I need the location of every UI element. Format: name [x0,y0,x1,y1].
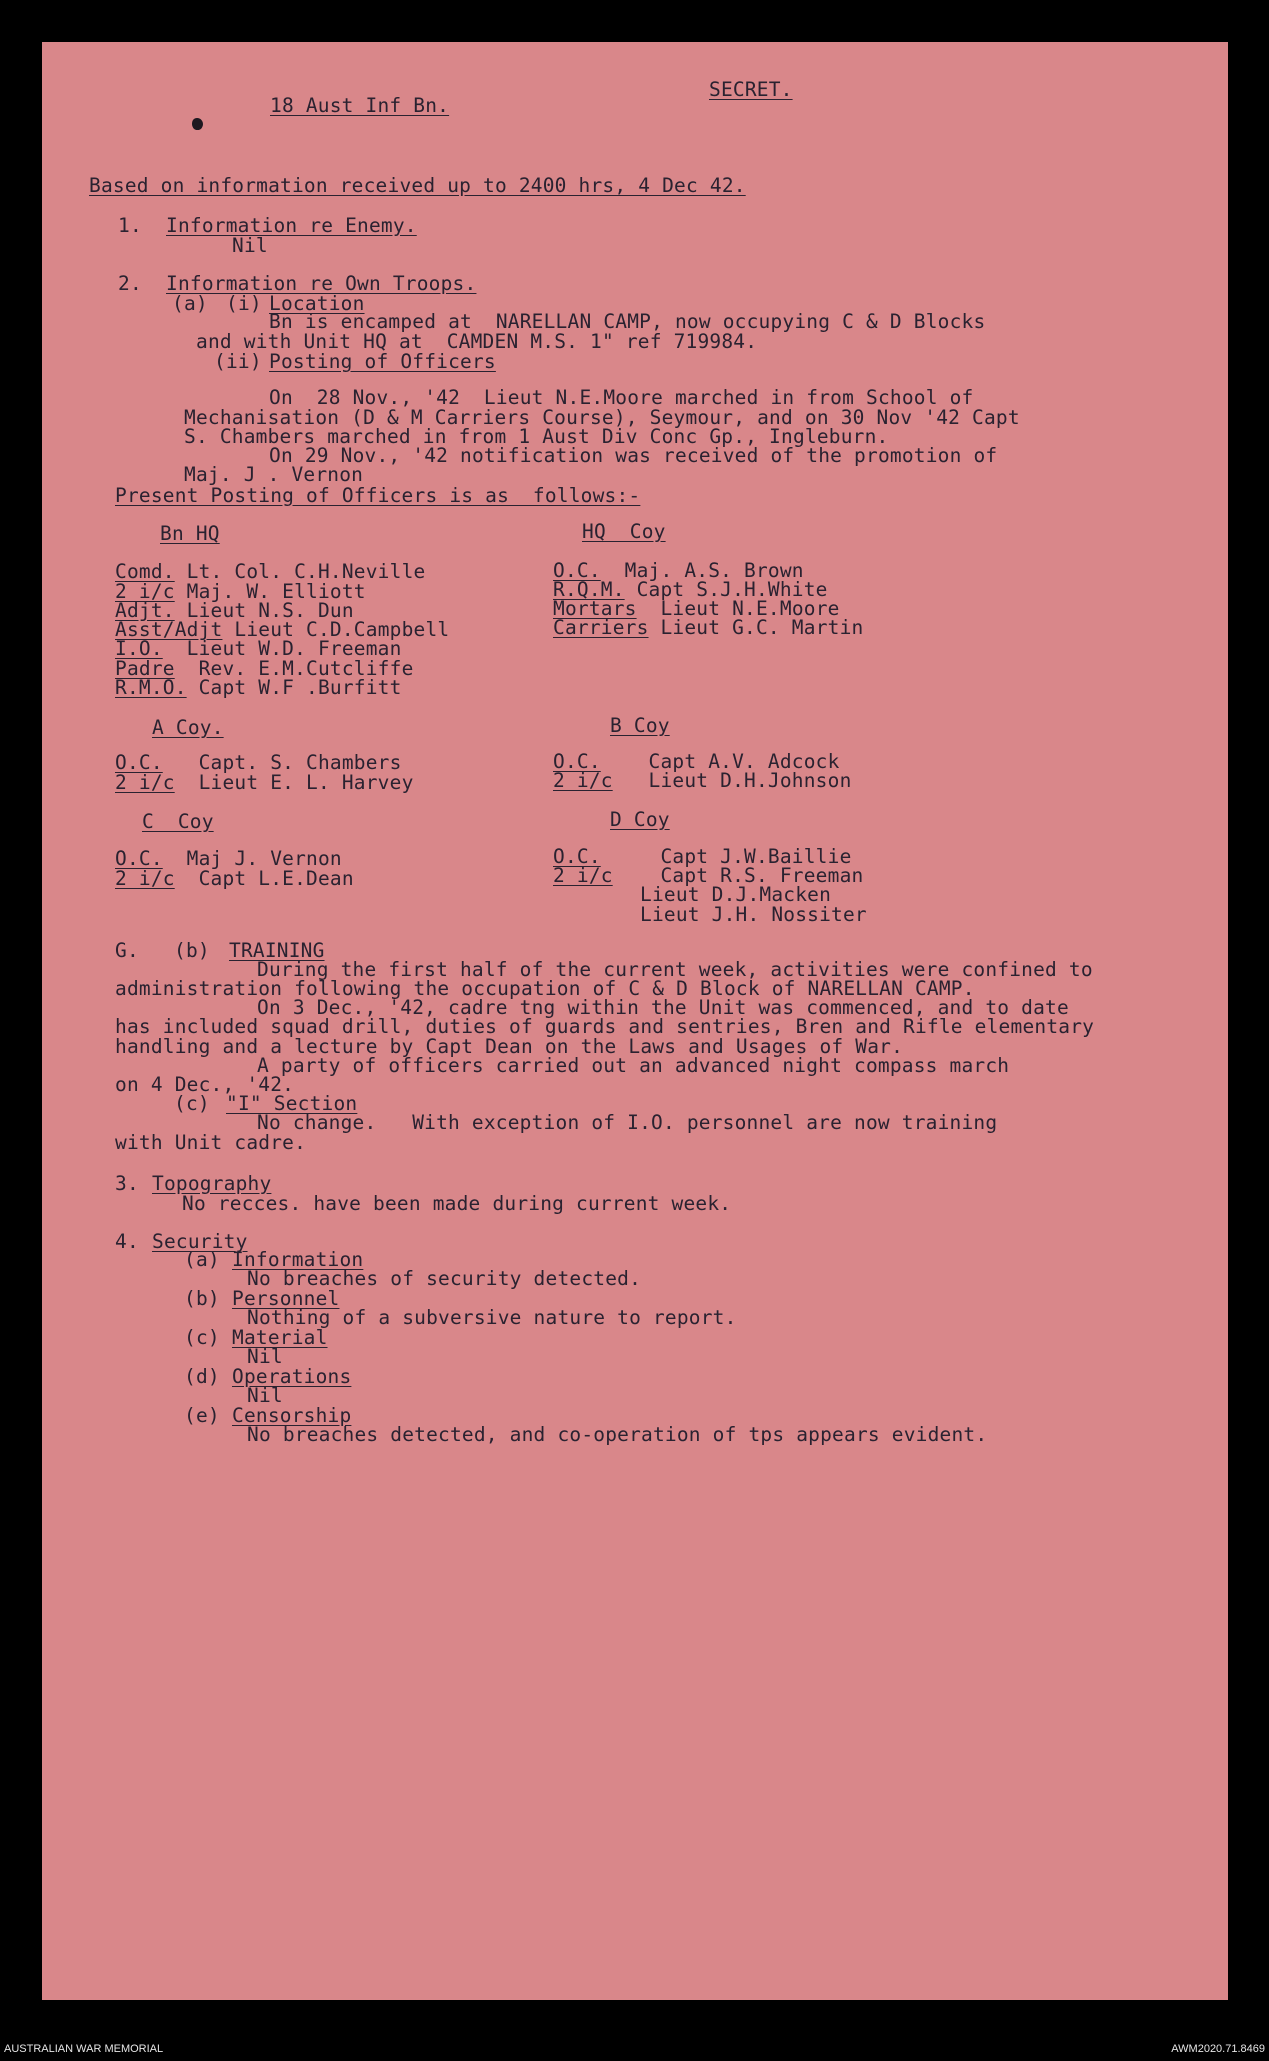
officer-name: Capt R.S. Freeman [612,864,864,887]
security-item-heading: Censorship [232,1404,352,1427]
posting-heading: Posting of Officers [269,350,496,373]
officer-name: Rev. E.M.Cutcliffe [174,657,414,680]
s2-i-label: (i) [226,292,262,315]
s2-ii-label: (ii) [214,350,262,373]
posting-line-1: On 28 Nov., '42 Lieut N.E.Moore marched in from School of [269,386,974,409]
officer-role: Mortars [553,597,637,620]
classification-mark: SECRET. [709,78,793,101]
officer-name: Lieut C.D.Campbell [222,618,450,641]
officer-name: Lieut J.H. Nossiter [640,903,867,926]
location-heading: Location [269,292,365,315]
security-item-label: (a) [184,1248,220,1271]
officer-role: Comd. [115,560,175,583]
security-item-label: (c) [184,1326,220,1349]
officer-name: Maj J. Vernon [162,847,342,870]
security-item-body: Nil [247,1384,283,1407]
officer-name: Lieut N.S. Dun [174,599,354,622]
ink-blot [192,118,203,130]
i-section-heading: "I" Section [226,1092,358,1115]
training-line-7: on 4 Dec., '42. [115,1073,295,1096]
officer-row [115,676,402,700]
security-item-heading: Operations [232,1365,352,1388]
s1-heading: Information re Enemy. [166,214,417,237]
officer-name: Lt. Col. C.H.Neville [174,560,426,583]
posting-line-2: Mechanisation (D & M Carriers Course), Seymour, and on 30 Nov '42 Capt [184,406,1020,429]
posting-line-5: Maj. J . Vernon [184,463,364,486]
training-line-3: On 3 Dec., '42, cadre tng within the Unit was commenced, and to date [257,996,1069,1019]
i-section-line-2: with Unit cadre. [115,1131,307,1154]
s3-heading: Topography [152,1172,272,1195]
archive-credit: AUSTRALIAN WAR MEMORIAL [4,2043,164,2055]
present-posting-line: Present Posting of Officers is as follows:- [115,484,641,507]
security-item-heading: Material [232,1326,328,1349]
officer-name: Capt S.J.H.White [624,578,828,601]
officer-name: Maj. A.S. Brown [600,559,804,582]
c-coy-title: C Coy [142,810,214,833]
s3-number: 3. [115,1172,139,1195]
archive-id: AWM2020.71.8469 [1171,2043,1265,2055]
b-coy-title: B Coy [610,714,670,737]
security-item-label: (d) [184,1365,220,1388]
posting-line-4: On 29 Nov., '42 notification was received of the promotion of [269,444,998,467]
officer-name: Lieut N.E.Moore [636,597,840,620]
officer-role: Carriers [553,616,649,639]
training-number: G. [115,939,139,962]
officer-name: Capt. S. Chambers [162,751,402,774]
s4-heading: Security [152,1230,248,1253]
officer-name: Capt L.E.Dean [174,867,354,890]
bn-hq-title: Bn HQ [160,522,220,545]
officer-name: Capt W.F .Burfitt [186,676,402,699]
officer-role: O.C. [115,847,163,870]
officer-row [553,769,852,793]
security-item-label: (b) [184,1287,220,1310]
s2-a-label: (a) [172,292,208,315]
security-item-heading: Information [232,1248,364,1271]
officer-name: Lieut E. L. Harvey [174,771,414,794]
officer-role: O.C. [553,750,601,773]
s3-body: No recces. have been made during current week. [182,1192,732,1215]
officer-role: R.Q.M. [553,578,625,601]
officer-role: R.M.O. [115,676,187,699]
officer-name: Lieut G.C. Martin [648,616,864,639]
training-line-1: During the first half of the current week, activities were confined to [257,958,1093,981]
officer-role: Asst/Adjt [115,618,223,641]
training-line-5: handling and a lecture by Capt Dean on the Laws and Usages of War. [115,1035,904,1058]
hq-coy-title: HQ Coy [582,520,666,543]
officer-role: 2 i/c [115,771,175,794]
s1-number: 1. [118,214,142,237]
s2-number: 2. [118,272,142,295]
officer-role: Padre [115,657,175,680]
location-line-1: Bn is encamped at NARELLAN CAMP, now occupying C & D Blocks [269,310,986,333]
document-page [42,42,1228,2000]
security-item-body: No breaches detected, and co-operation of tps appears evident. [247,1423,988,1446]
officer-name: Maj. W. Elliott [174,580,366,603]
s1-body: Nil [232,234,268,257]
officer-row [115,771,414,795]
officer-role: O.C. [115,751,163,774]
s4-number: 4. [115,1230,139,1253]
officer-row [115,867,354,891]
officer-name: Lieut D.J.Macken [640,883,832,906]
officer-row [553,616,863,640]
officer-role: 2 i/c [553,864,613,887]
location-line-2: and with Unit HQ at CAMDEN M.S. 1" ref 719984. [196,330,758,353]
officer-role: I.O. [115,637,163,660]
training-b-label: (b) [174,939,210,962]
posting-line-3: S. Chambers marched in from 1 Aust Div Conc Gp., Ingleburn. [184,425,889,448]
security-item-label: (e) [184,1404,220,1427]
a-coy-title: A Coy. [152,716,224,739]
training-line-6: A party of officers carried out an advanced night compass march [257,1054,1010,1077]
security-item-body: Nothing of a subversive nature to report. [247,1306,737,1329]
officer-role: O.C. [553,845,601,868]
training-line-4: has included squad drill, duties of guards and sentries, Bren and Rifle elementary [115,1015,1095,1038]
officer-role: O.C. [553,559,601,582]
security-item-heading: Personnel [232,1287,340,1310]
unit-title: 18 Aust Inf Bn. [270,94,450,117]
officer-name: Lieut D.H.Johnson [612,769,852,792]
training-line-2: administration following the occupation of C & D Block of NARELLAN CAMP. [115,977,975,1000]
intro-line: Based on information received up to 2400 hrs, 4 Dec 42. [89,174,746,197]
security-item-body: Nil [247,1345,283,1368]
training-heading: TRAINING [229,939,325,962]
d-coy-title: D Coy [610,808,670,831]
officer-name: Capt A.V. Adcock [600,750,840,773]
security-item-body: No breaches of security detected. [247,1267,642,1290]
s2-heading: Information re Own Troops. [166,272,477,295]
officer-name: Capt J.W.Baillie [600,845,852,868]
i-section-line-1: No change. With exception of I.O. personnel are now training [257,1111,998,1134]
training-c-label: (c) [174,1092,210,1115]
officer-role: 2 i/c [553,769,613,792]
officer-role: Adjt. [115,599,175,622]
officer-role: 2 i/c [115,580,175,603]
officer-role: 2 i/c [115,867,175,890]
officer-name: Lieut W.D. Freeman [162,637,402,660]
